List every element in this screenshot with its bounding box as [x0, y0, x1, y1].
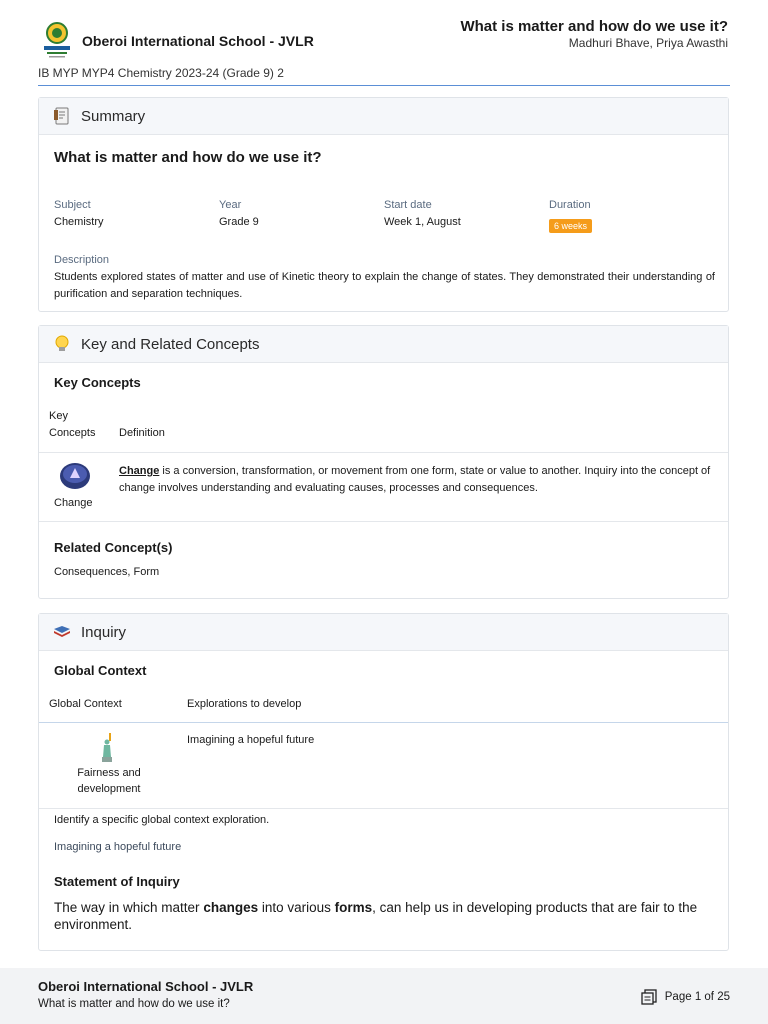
- concepts-section: [38, 325, 729, 599]
- summary-header: [39, 98, 728, 135]
- gc-name-line2: development: [77, 783, 141, 795]
- identify-value: Imagining a hopeful future: [54, 841, 182, 853]
- key-concept-name: Change: [54, 497, 93, 509]
- pages-icon: [641, 989, 657, 1005]
- key-concepts-heading: Key Concepts: [54, 375, 141, 390]
- inquiry-header: [39, 614, 728, 651]
- table-divider: [39, 452, 728, 453]
- gc-table-divider: [39, 722, 728, 723]
- page-header: [38, 14, 730, 86]
- book-icon: [53, 623, 71, 641]
- concepts-heading: Key and Related Concepts: [81, 335, 260, 353]
- description-text: Students explored states of matter and use of Kinetic theory to explain the change of states. They demonstrated their understanding of purification and separation techniques.: [54, 271, 715, 300]
- concepts-header: [39, 326, 728, 363]
- page-footer: [0, 968, 768, 1024]
- summary-section: [38, 97, 729, 312]
- identify-prompt: Identify a specific global context exploration.: [54, 814, 270, 826]
- change-concept-icon: [59, 462, 91, 497]
- inquiry-section: [38, 613, 729, 951]
- start-date-label: Start date: [384, 199, 432, 211]
- footer-school-name: Oberoi International School - JVLR: [38, 979, 254, 994]
- summary-unit-title: What is matter and how do we use it?: [54, 149, 322, 166]
- subject-label: Subject: [54, 199, 91, 211]
- document-icon: [53, 107, 71, 125]
- soi-bold-forms: forms: [334, 900, 373, 915]
- lightbulb-icon: [53, 335, 71, 353]
- soi-part2: into various: [258, 900, 335, 915]
- table-bottom-divider: [39, 521, 728, 522]
- col-key-concepts-line2: Concepts: [49, 427, 96, 439]
- year-label: Year: [219, 199, 242, 211]
- statue-icon: [99, 731, 115, 768]
- change-link[interactable]: Change: [119, 465, 160, 477]
- soi-heading: Statement of Inquiry: [54, 874, 180, 889]
- global-context-heading: Global Context: [54, 663, 147, 678]
- duration-badge: 6 weeks: [549, 219, 592, 233]
- gc-name-line1: Fairness and: [77, 767, 141, 779]
- related-concepts-value: Consequences, Form: [54, 566, 160, 578]
- page-indicator: [641, 989, 730, 1005]
- gc-exploration: Imagining a hopeful future: [187, 734, 315, 746]
- description-label: Description: [54, 254, 110, 266]
- page-number: Page 1 of 25: [664, 991, 730, 1003]
- school-logo: [42, 22, 72, 60]
- key-concept-definition: [119, 463, 719, 497]
- summary-heading: Summary: [81, 107, 146, 125]
- duration-label: Duration: [549, 199, 591, 211]
- col-explorations: Explorations to develop: [187, 698, 302, 710]
- school-name: Oberoi International School - JVLR: [82, 33, 314, 49]
- definition-text: is a conversion, transformation, or movement from one form, state or value to another. Inquiry into the concept of change involves understanding and evaluating causes, processes and consequences.: [119, 465, 711, 494]
- start-date-value: Week 1, August: [384, 216, 461, 228]
- footer-unit-title: What is matter and how do we use it?: [38, 998, 230, 1010]
- authors: Madhuri Bhave, Priya Awasthi: [568, 36, 728, 50]
- col-definition: Definition: [119, 427, 165, 439]
- col-global-context: Global Context: [49, 698, 122, 710]
- duration-wrap: [549, 216, 592, 234]
- gc-bottom-divider: [39, 808, 728, 809]
- soi-part3: , can help us in developing products that are fair to the environment.: [54, 900, 698, 932]
- statement-of-inquiry: [54, 899, 716, 933]
- course-name: IB MYP MYP4 Chemistry 2023-24 (Grade 9) 2: [38, 66, 284, 80]
- soi-part1: The way in which matter: [54, 900, 204, 915]
- year-value: Grade 9: [219, 216, 259, 228]
- col-key-concepts-line1: Key: [49, 410, 68, 422]
- subject-value: Chemistry: [54, 216, 104, 228]
- soi-bold-changes: changes: [203, 900, 259, 915]
- unit-title: What is matter and how do we use it?: [460, 18, 728, 35]
- inquiry-heading: Inquiry: [81, 623, 127, 641]
- related-concepts-heading: Related Concept(s): [54, 540, 173, 555]
